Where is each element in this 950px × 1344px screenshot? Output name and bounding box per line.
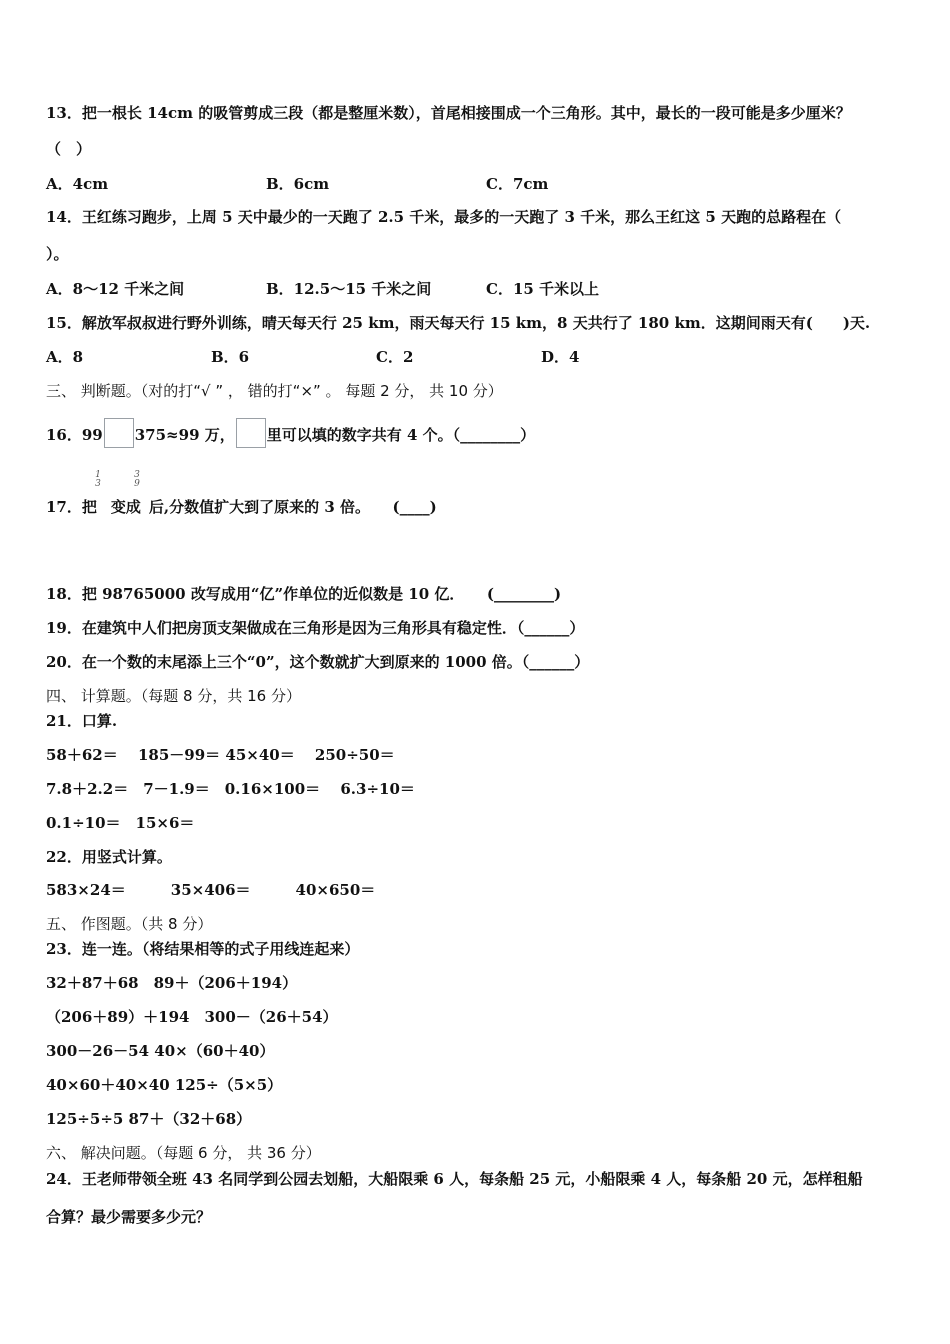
q13-option-a: A．4cm [46,175,109,193]
q17-frac1-denominator: 3 [95,479,101,489]
q15-option-d: D．4 [541,348,580,366]
section-5-title: 五、 作图题。（共 8 分） [46,915,213,933]
q14-option-c: C．15 千米以上 [486,280,600,298]
q19-text: 19．在建筑中人们把房顶支架做成在三角形是因为三角形具有稳定性．（______） [46,619,585,637]
q23-row-4: 40×60＋40×40 125÷（5×5） [46,1076,283,1094]
q13-blank: （ ） [46,140,92,158]
q14-option-b: B．12.5～15 千米之间 [266,280,432,298]
q14-option-a: A．8～12 千米之间 [46,280,185,298]
q17-fraction-1 [93,471,103,489]
q16-mid: 375≈99 万， [134,426,235,444]
q18-text: 18．把 98765000 改写成用“亿”作单位的近似数是 10 亿． (________) [46,585,562,603]
q17-frac2-denominator: 9 [134,479,140,489]
section-3-title: 三、 判断题。（对的打“√ ” ， 错的打“×” 。 每题 2 分， 共 10 分） [46,382,503,400]
q21-row-1: 58＋62＝ 185－99＝ 45×40＝ 250÷50＝ [46,746,395,764]
q15-option-c: C．2 [376,348,414,366]
q23-row-5: 125÷5÷5 87＋（32＋68） [46,1110,252,1128]
q21-title: 21．口算. [46,712,118,730]
q16-pre: 16．99 [46,426,103,444]
q21-row-3: 0.1÷10＝ 15×6＝ [46,814,195,832]
q20-text: 20．在一个数的末尾添上三个“0”，这个数就扩大到原来的 1000 倍。（______） [46,653,590,671]
q17-pre: 17．把 [46,498,97,516]
q16-blank-box-2[interactable] [236,418,266,448]
q15-option-a: A．8 [46,348,84,366]
q17-line [46,497,437,517]
q16-blank-box-1[interactable] [104,418,134,448]
q17-frac1-numerator: 1 [95,470,101,480]
q15-text: 15．解放军叔叔进行野外训练，晴天每天行 25 km，雨天每天行 15 km，8 天共行了 180 km．这期间雨天有( )天. [46,314,871,332]
q16-post: 里可以填的数字共有 4 个。（________） [266,426,536,444]
q14-text: 14．王红练习跑步，上周 5 天中最少的一天跑了 2.5 千米，最多的一天跑了 3 千米，那么王红这 5 天跑的总路程在（ [46,208,842,226]
q23-title: 23．连一连。（将结果相等的式子用线连起来） [46,940,360,958]
q17-mid: 变成 [110,498,141,516]
section-4-title: 四、 计算题。（每题 8 分，共 16 分） [46,687,301,705]
q13-option-b: B．6cm [266,175,330,193]
q13-option-c: C．7cm [486,175,549,193]
q21-row-2: 7.8＋2.2＝ 7－1.9＝ 0.16×100＝ 6.3÷10＝ [46,780,415,798]
q22-row: 583×24＝ 35×406＝ 40×650＝ [46,881,376,899]
q24-text: 24．王老师带领全班 43 名同学到公园去划船，大船限乘 6 人，每条船 25 元，小船限乘 4 人，每条船 20 元，怎样租船 [46,1170,863,1188]
q23-row-1: 32＋87＋68 89＋（206＋194） [46,974,298,992]
q16-line [46,418,535,448]
q24-text-cont: 合算？最少需要多少元？ [46,1208,212,1226]
q17-frac2-numerator: 3 [134,470,140,480]
q22-title: 22．用竖式计算。 [46,848,172,866]
q17-fraction-2 [132,471,142,489]
q13-text: 13．把一根长 14cm 的吸管剪成三段（都是整厘米数），首尾相接围成一个三角形。其中，最长的一段可能是多少厘米？ [46,104,851,122]
q15-option-b: B．6 [211,348,250,366]
q17-post: 后,分数值扩大到了原来的 3 倍。 (____) [148,498,437,516]
section-6-title: 六、 解决问题。（每题 6 分， 共 36 分） [46,1144,321,1162]
q23-row-2: （206＋89）＋194 300－（26＋54） [46,1008,338,1026]
q14-text-cont: ）。 [46,245,69,263]
q23-row-3: 300－26－54 40×（60＋40） [46,1042,275,1060]
